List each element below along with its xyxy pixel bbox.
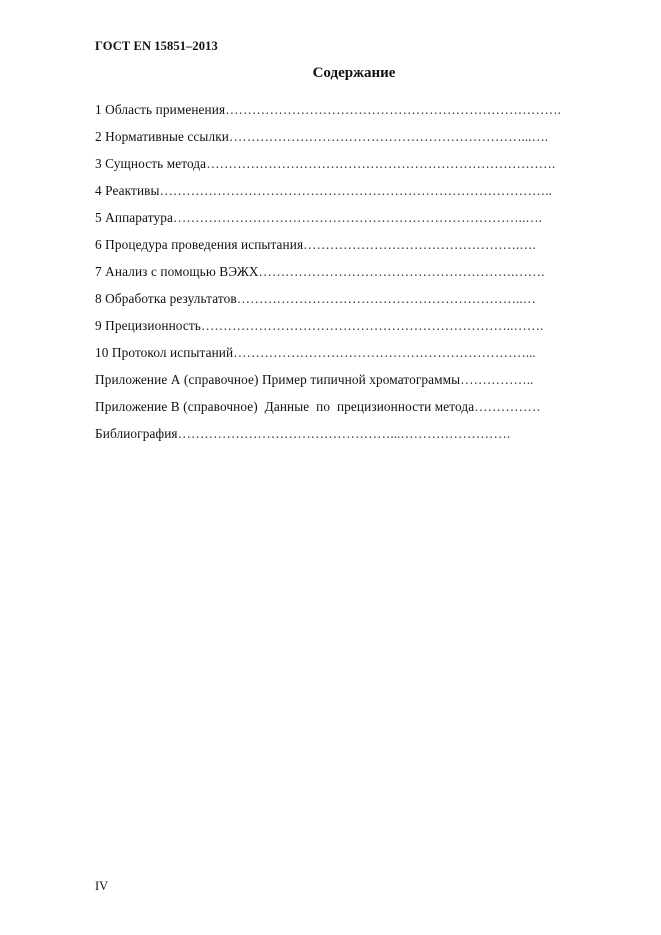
toc-item-label: 9 Прецизионность xyxy=(95,318,201,333)
toc-item-label: 4 Реактивы xyxy=(95,183,160,198)
toc-item-label: 6 Процедура проведения испытания xyxy=(95,237,304,252)
toc-item-label: 5 Аппаратура xyxy=(95,210,173,225)
toc-item xyxy=(95,101,561,128)
toc-item xyxy=(95,128,561,155)
toc-dot-leader: …………………………………………………………...…. xyxy=(228,129,549,144)
toc-dot-leader: ………………………………………………………..… xyxy=(236,291,536,306)
toc-dot-leader: …………….. xyxy=(460,372,534,387)
toc-item xyxy=(95,209,561,236)
toc-item-label: Библиография xyxy=(95,426,178,441)
toc-item-label: Приложение А (справочное) Пример типичной хроматограммы xyxy=(95,372,461,387)
toc-dot-leader: …………………………………………………………... xyxy=(233,345,536,360)
toc-item-label: 8 Обработка результатов xyxy=(95,291,237,306)
toc-item xyxy=(95,317,561,344)
toc-item xyxy=(95,290,561,317)
toc-dot-leader: ……………………………………………………………………. xyxy=(206,156,556,171)
toc-item-label: 10 Протокол испытаний xyxy=(95,345,234,360)
page-number: IV xyxy=(95,879,109,893)
toc-item xyxy=(95,155,561,182)
toc-dot-leader: …………………………………………...……………………. xyxy=(177,426,511,441)
page-title: Содержание xyxy=(312,65,396,81)
toc-item xyxy=(95,236,561,263)
toc-item-label: 3 Сущность метода xyxy=(95,156,207,171)
toc-item xyxy=(95,182,561,209)
toc-item xyxy=(95,344,561,371)
toc-dot-leader: …………………………………………………………………………….. xyxy=(159,183,552,198)
toc-dot-leader: ………………………………………….…. xyxy=(303,237,536,252)
toc-dot-leader: ……………………………………………………………..……. xyxy=(200,318,544,333)
toc-dot-leader: …………… xyxy=(474,399,541,414)
toc-item-label: 1 Область применения xyxy=(95,102,226,117)
document-code: ГОСТ EN 15851–2013 xyxy=(95,39,218,53)
toc-item xyxy=(95,371,561,398)
table-of-contents xyxy=(95,101,561,452)
toc-item-label: 7 Анализ с помощью ВЭЖХ xyxy=(95,264,259,279)
toc-dot-leader: ………………………………………………….……. xyxy=(258,264,545,279)
toc-item-label: 2 Нормативные ссылки xyxy=(95,129,229,144)
toc-item xyxy=(95,263,561,290)
toc-item xyxy=(95,425,561,452)
toc-item-label: Приложение В (справочное) Данные по прецизионности метода xyxy=(95,399,475,414)
toc-dot-leader: ……………………………………………………………………..…. xyxy=(172,210,542,225)
toc-item xyxy=(95,398,561,425)
toc-dot-leader: …………………………………………………………………. xyxy=(225,102,561,117)
